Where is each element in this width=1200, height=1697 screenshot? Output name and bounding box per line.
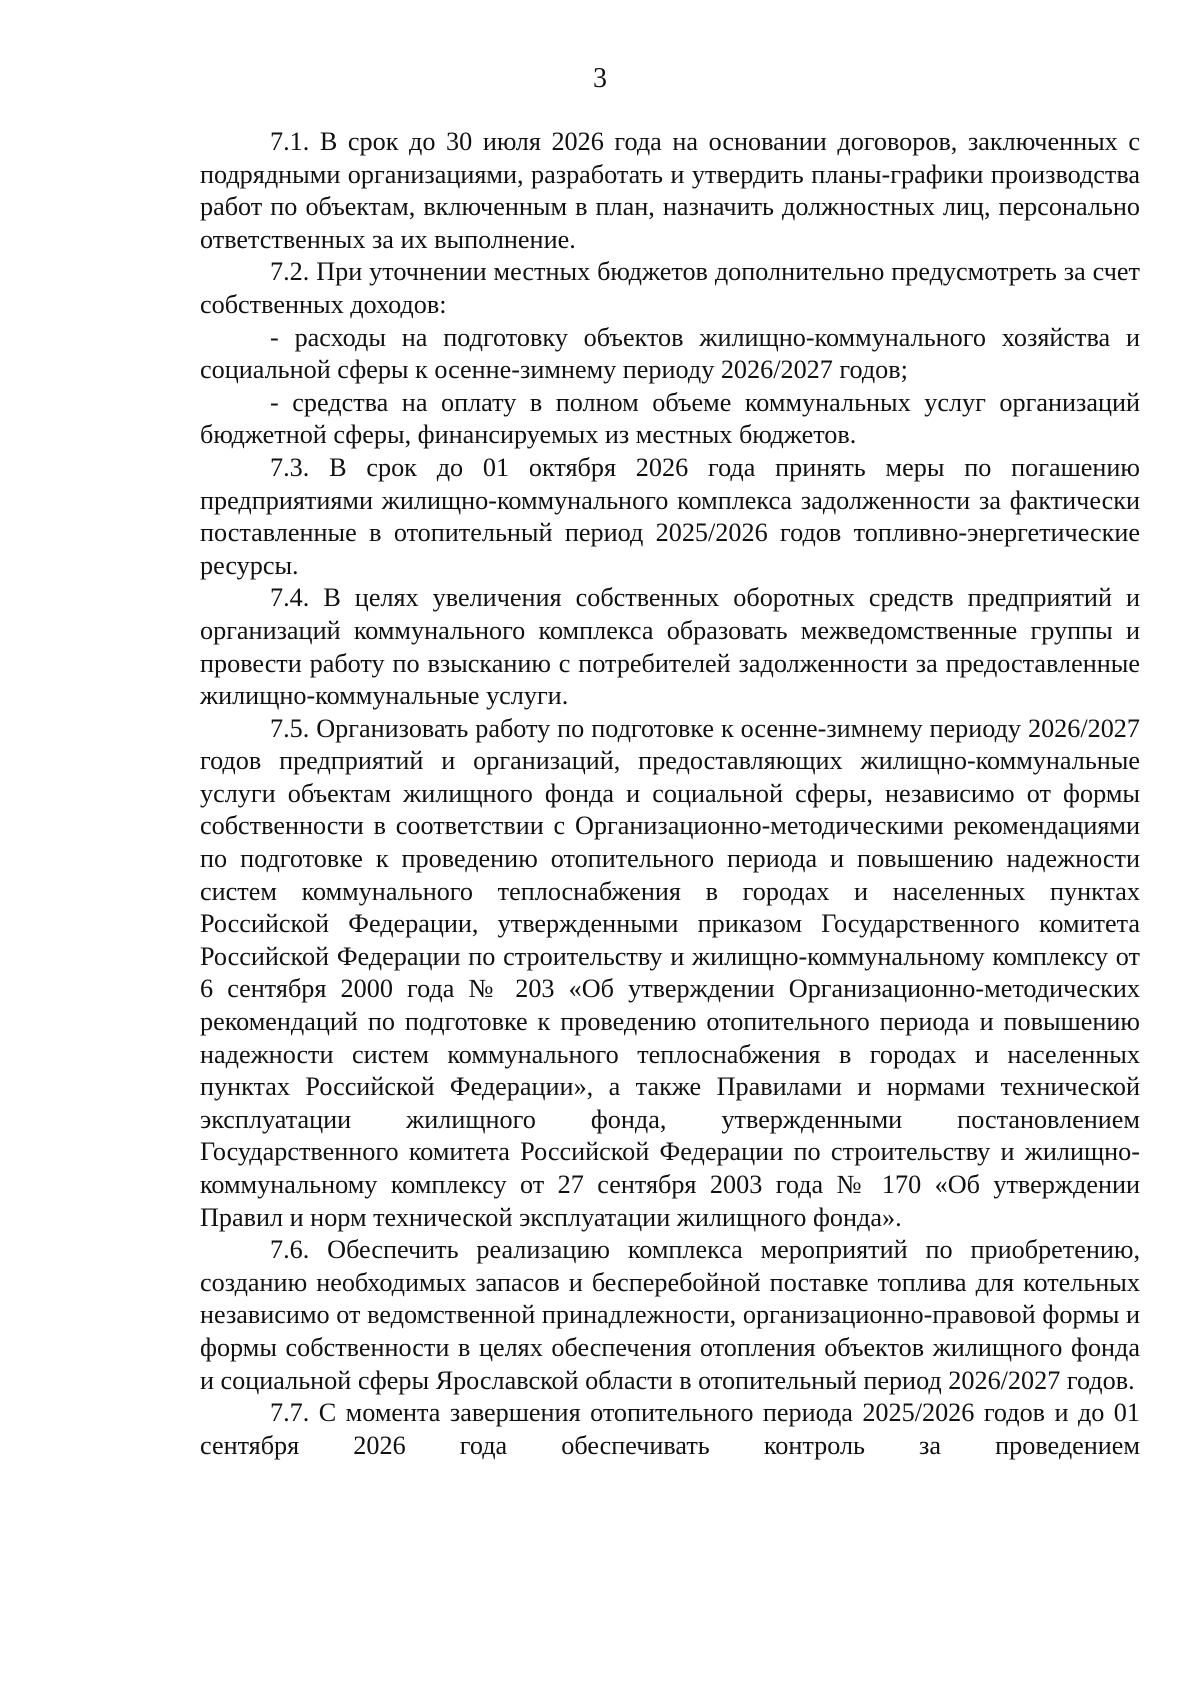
- paragraph-7-2: 7.2. При уточнении местных бюджетов дополнительно предусмотреть за счет собственных доходов:: [200, 257, 1140, 319]
- paragraph-7-3: 7.3. В срок до 01 октября 2026 года принять меры по погашению предприятиями жилищно-коммунального комплекса задолженности за фактически поставленные в отопительный период 2025/2026 годов топливно-энергетические ресурсы.: [200, 452, 1140, 580]
- paragraph-7-5: 7.5. Организовать работу по подготовке к осенне-зимнему периоду 2026/2027 годов предприятий и организаций, предоставляющих жилищно-коммунальные услуги объектам жилищного фонда и социальной сферы, независимо от формы собственности в соответствии с Организационно-методическими рекомендациями по подготовке к проведению отопительного периода и повышению надежности систем коммунального теплоснабжения в городах и населенных пунктах Российской Федерации, утвержденными приказом Государственного комитета Российской Федерации по строительству и жилищно-коммунальному комплексу от 6 сентября 2000 года № 203 «Об утверждении Организационно-методических рекомендаций по подготовке к проведению отопительного периода и повышению надежности систем коммунального теплоснабжения в городах и населенных пунктах Российской Федерации», а также Правилами и нормами технической эксплуатации жилищного фонда, утвержденными постановлением Государственного комитета Российской Федерации по строительству и жилищно-коммунальному комплексу от 27 сентября 2003 года № 170 «Об утверждении Правил и норм технической эксплуатации жилищного фонда».: [200, 713, 1140, 1232]
- paragraph-7-6: 7.6. Обеспечить реализацию комплекса мероприятий по приобретению, созданию необходимых запасов и бесперебойной поставке топлива для котельных независимо от ведомственной принадлежности, организационно-правовой формы и формы собственности в целях обеспечения отопления объектов жилищного фонда и социальной сферы Ярославской области в отопительный период 2026/2027 годов.: [200, 1235, 1140, 1395]
- paragraph-7-7: 7.7. С момента завершения отопительного периода 2025/2026 годов и до 01 сентября 2026 года обеспечивать контроль за проведением: [200, 1398, 1140, 1460]
- page-number: 3: [593, 63, 607, 94]
- document-body: [200, 126, 1140, 1462]
- paragraph-7-2-item-funds: - средства на оплату в полном объеме коммунальных услуг организаций бюджетной сферы, финансируемых из местных бюджетов.: [200, 387, 1140, 450]
- paragraph-7-2-item-expenses: - расходы на подготовку объектов жилищно-коммунального хозяйства и социальной сферы к осенне-зимнему периоду 2026/2027 годов;: [200, 322, 1140, 385]
- paragraph-7-4: 7.4. В целях увеличения собственных оборотных средств предприятий и организаций коммунального комплекса образовать межведомственные группы и провести работу по взысканию с потребителей задолженности за предоставленные жилищно-коммунальные услуги.: [200, 583, 1140, 711]
- paragraph-7-1: 7.1. В срок до 30 июля 2026 года на основании договоров, заключенных с подрядными организациями, разработать и утвердить планы-графики производства работ по объектам, включенным в план, назначить должностных лиц, персонально ответственных за их выполнение.: [200, 127, 1140, 254]
